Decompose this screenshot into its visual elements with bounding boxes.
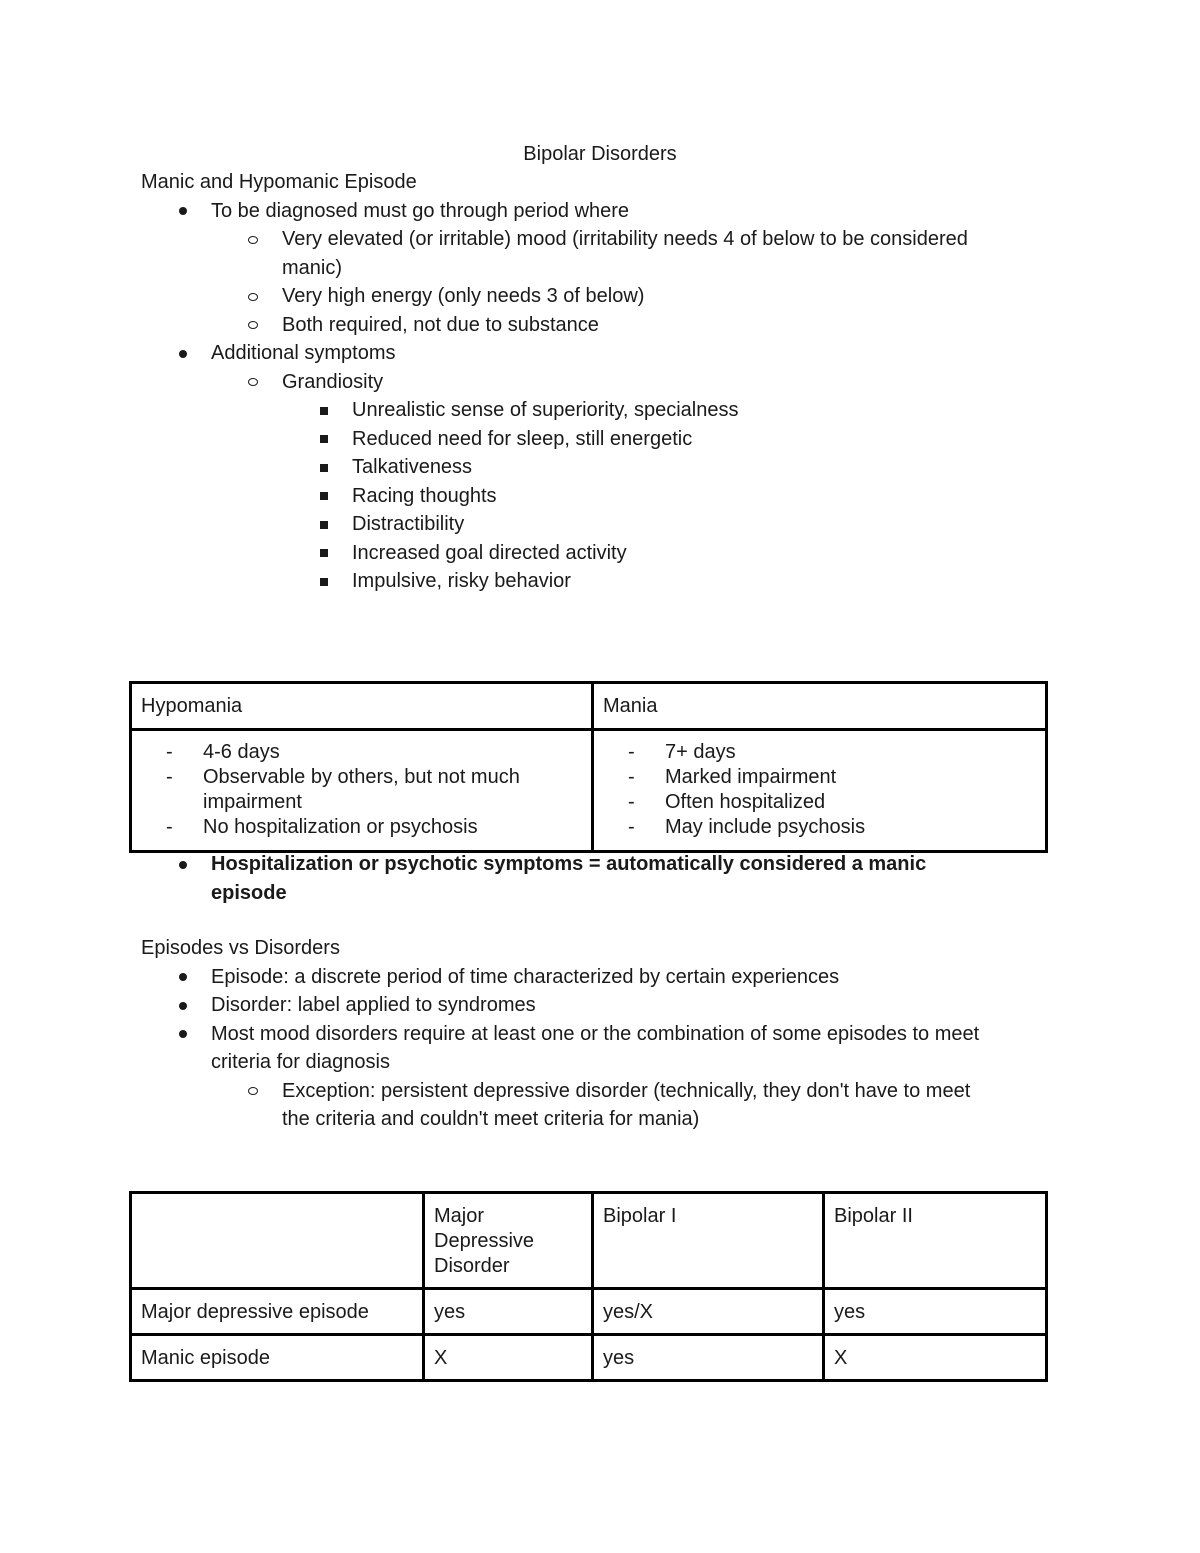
table-header-cell [131, 1193, 424, 1289]
list-item: Additional symptoms [141, 339, 1061, 368]
list-item: Talkativeness [141, 453, 1061, 482]
hypomania-mania-table [129, 681, 1048, 853]
bullet-circle [243, 225, 263, 254]
table-header-row [131, 1193, 1047, 1289]
list-item: - May include psychosis [628, 816, 866, 838]
table-header-cell: Bipolar I [593, 1193, 824, 1289]
list-item: Racing thoughts [141, 482, 1061, 511]
table-cell: Major depressive episode [131, 1289, 424, 1335]
disorder-comparison-table [129, 1191, 1048, 1382]
bullet-circle [243, 311, 263, 340]
bullet-square [314, 396, 334, 425]
list-item: Very elevated (or irritable) mood (irritability needs 4 of below to be considered [141, 225, 1061, 254]
bullet-square [314, 425, 334, 454]
list-item: Reduced need for sleep, still energetic [141, 425, 1061, 454]
list-item: Distractibility [141, 510, 1061, 539]
list-item: Increased goal directed activity [141, 539, 1061, 568]
section-manic-hypomanic [141, 168, 1061, 596]
list-item: - Marked impairment [628, 766, 837, 788]
list-item: - No hospitalization or psychosis [166, 816, 478, 838]
table-cell-mania [593, 730, 1047, 852]
bullet-square [314, 482, 334, 511]
section-episodes-vs-disorders [141, 934, 1061, 1134]
table-cell: yes/X [593, 1289, 824, 1335]
table-header-cell: Bipolar II [824, 1193, 1047, 1289]
table-header-cell: Mania [593, 683, 1047, 730]
table-cell: yes [824, 1289, 1047, 1335]
list-item: Grandiosity [141, 368, 1061, 397]
section-heading: Manic and Hypomanic Episode [141, 171, 417, 193]
bullet-dot [173, 850, 193, 879]
table-cell: X [824, 1335, 1047, 1381]
list-item-continuation: impairment [203, 791, 302, 813]
table-cell: yes [593, 1335, 824, 1381]
list-item: Both required, not due to substance [141, 311, 1061, 340]
list-item-continuation: episode [211, 881, 287, 904]
table-cell-hypomania [131, 730, 593, 852]
list-item-continuation: manic) [282, 256, 343, 279]
bullet-dot [173, 991, 193, 1020]
list-item: Very high energy (only needs 3 of below) [141, 282, 1061, 311]
bullet-circle [243, 1077, 263, 1106]
list-item: Exception: persistent depressive disorder (technically, they don't have to meet [141, 1077, 1061, 1106]
list-item: Episode: a discrete period of time characterized by certain experiences [141, 963, 1061, 992]
document-title: Bipolar Disorders [523, 143, 677, 165]
bullet-dot [173, 963, 193, 992]
bullet-square [314, 539, 334, 568]
table-row [131, 1335, 1047, 1381]
list-item: Hospitalization or psychotic symptoms = automatically considered a manic [141, 850, 1061, 879]
bullet-dot [173, 339, 193, 368]
list-item: - Observable by others, but not much [166, 766, 520, 788]
bullet-square [314, 453, 334, 482]
table-header-cell: Major Depressive Disorder [424, 1193, 593, 1289]
table-row [131, 1289, 1047, 1335]
bullet-square [314, 567, 334, 596]
bullet-circle [243, 282, 263, 311]
list-item: Most mood disorders require at least one or the combination of some episodes to meet [141, 1020, 1061, 1049]
bold-note [141, 850, 1061, 907]
bullet-circle [243, 368, 263, 397]
list-item: - 7+ days [628, 741, 736, 763]
table-row [131, 730, 1047, 852]
table-cell: X [424, 1335, 593, 1381]
table-cell: Manic episode [131, 1335, 424, 1381]
table-cell: yes [424, 1289, 593, 1335]
list-item: - 4-6 days [166, 741, 280, 763]
list-item: To be diagnosed must go through period where [141, 197, 1061, 226]
bullet-dot [173, 197, 193, 226]
table-header-cell: Hypomania [131, 683, 593, 730]
list-item: Unrealistic sense of superiority, specialness [141, 396, 1061, 425]
list-item: Impulsive, risky behavior [141, 567, 1061, 596]
list-item: Disorder: label applied to syndromes [141, 991, 1061, 1020]
list-item-continuation: the criteria and couldn't meet criteria for mania) [282, 1108, 700, 1130]
table-header-row [131, 683, 1047, 730]
bullet-square [314, 510, 334, 539]
section-heading: Episodes vs Disorders [141, 937, 340, 959]
list-item: - Often hospitalized [628, 791, 826, 813]
list-item-continuation: criteria for diagnosis [211, 1051, 390, 1073]
bullet-dot [173, 1020, 193, 1049]
